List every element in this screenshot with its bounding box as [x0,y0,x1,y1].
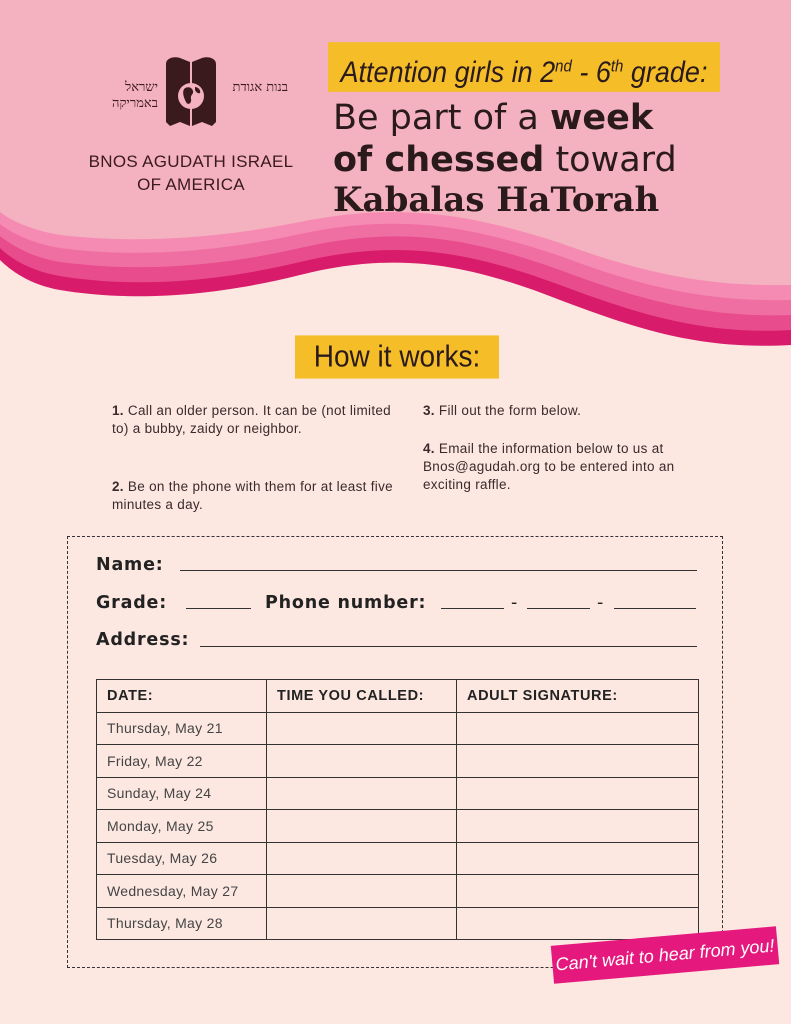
step-4-text: Email the information below to us at Bnos@agudah.org to be entered into an exciting raffle. [423,441,675,492]
attention-banner [328,42,720,92]
phone-separator-2: - [597,593,605,613]
row-date: Sunday, May 24 [97,777,267,810]
row-date: Thursday, May 28 [97,907,267,940]
time-called-cell[interactable] [267,777,457,810]
step-4-number: 4. [423,441,435,456]
address-label: Address: [96,630,190,650]
step-1 [112,402,402,438]
header-time-called: TIME YOU CALLED: [267,680,457,713]
step-3-text: Fill out the form below. [434,403,582,418]
table-row [97,907,699,940]
headline-line1-regular: Be part of a [333,98,551,138]
headline-line2-regular: toward [544,140,677,180]
row-date: Tuesday, May 26 [97,842,267,875]
row-date: Friday, May 22 [97,745,267,778]
attention-sup-th: th [610,57,624,76]
name-label: Name: [96,555,164,575]
table-row [97,777,699,810]
step-3 [423,402,713,420]
time-called-cell[interactable] [267,842,457,875]
step-1-text: Call an older person. It can be (not limited to) a bubby, zaidy or neighbor. [112,403,391,436]
signature-cell[interactable] [457,712,699,745]
attention-sup-nd: nd [555,57,572,76]
grade-field[interactable] [186,608,251,609]
headline-line-1 [333,98,733,138]
row-date: Monday, May 25 [97,810,267,843]
signature-cell[interactable] [457,875,699,908]
table-row [97,745,699,778]
time-called-cell[interactable] [267,745,457,778]
time-called-cell[interactable] [267,712,457,745]
organization-name-line2: OF AMERICA [137,175,245,194]
phone-separator-1: - [511,593,519,613]
how-it-works-title: How it works: [295,335,499,378]
headline-line-3: Kabalas HaTorah [333,180,660,220]
logo-hebrew-right: בנות אגודת [232,80,288,95]
step-3-number: 3. [423,403,435,418]
name-field[interactable] [180,570,697,571]
organization-name [60,150,322,196]
row-date: Wednesday, May 27 [97,875,267,908]
signature-cell[interactable] [457,907,699,940]
signature-cell[interactable] [457,777,699,810]
time-called-cell[interactable] [267,810,457,843]
time-called-cell[interactable] [267,875,457,908]
headline-line-2 [333,140,733,180]
attention-prefix: Attention girls in 2 [340,56,556,89]
logo-hebrew-left: ישראל באמריקה [111,80,158,111]
signature-cell[interactable] [457,810,699,843]
organization-logo [60,52,320,202]
attention-suffix: grade: [623,56,708,89]
step-2-text: Be on the phone with them for at least five minutes a day. [112,479,393,512]
signature-cell[interactable] [457,745,699,778]
step-4 [423,440,713,494]
headline-line1-bold: week [550,98,654,138]
step-2-number: 2. [112,479,124,494]
table-row [97,712,699,745]
phone-line-field[interactable] [614,608,696,609]
grade-label: Grade: [96,593,167,613]
organization-name-line1: BNOS AGUDATH ISRAEL [88,152,294,171]
table-header-row [97,680,699,713]
signature-cell[interactable] [457,842,699,875]
table-row [97,810,699,843]
step-1-number: 1. [112,403,124,418]
time-called-cell[interactable] [267,907,457,940]
row-date: Thursday, May 21 [97,712,267,745]
torah-globe-icon [160,56,222,134]
address-field[interactable] [200,646,697,647]
phone-area-field[interactable] [441,608,504,609]
attention-mid: - 6 [571,56,611,89]
phone-label: Phone number: [265,593,427,613]
call-log-table [96,679,699,940]
header-date: DATE: [97,680,267,713]
headline-line2-bold: of chessed [333,140,545,180]
phone-prefix-field[interactable] [527,608,590,609]
footer-tag: Can't wait to hear from you! [551,926,779,984]
table-row [97,875,699,908]
table-row [97,842,699,875]
header-adult-signature: ADULT SIGNATURE: [457,680,699,713]
step-2 [112,478,402,514]
